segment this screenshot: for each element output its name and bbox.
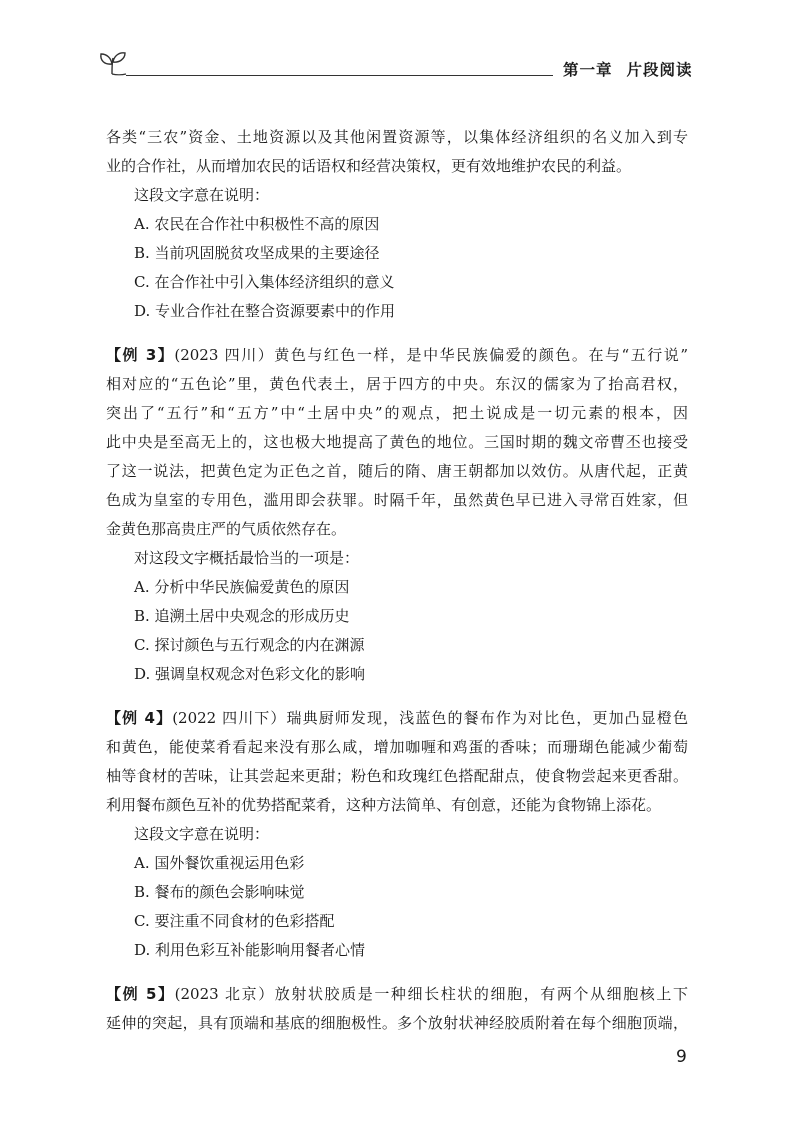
paragraph-line: 业的合作社，从而增加农民的话语权和经营决策权，更有效地维护农民的利益。 [106, 157, 632, 175]
intro-block [106, 123, 688, 326]
option-d: D. 强调皇权观念对色彩文化的影响 [134, 665, 366, 683]
paragraph-line: 相对应的“五色论”里，黄色代表土，居于四方的中央。东汉的儒家为了抬高君权， [106, 375, 688, 393]
option-a: A. 农民在合作社中积极性不高的原因 [134, 215, 380, 233]
option-a: A. 分析中华民族偏爱黄色的原因 [134, 578, 350, 596]
paragraph-line: 突出了“五行”和“五方”中“土居中央”的观点，把土说成是一切元素的根本，因 [106, 404, 688, 422]
section-title: 片段阅读 [626, 61, 693, 79]
option-d: D. 专业合作社在整合资源要素中的作用 [134, 302, 396, 320]
chapter-title [563, 58, 693, 80]
option-d: D. 利用色彩互补能影响用餐者心情 [134, 941, 366, 959]
example-4 [106, 704, 688, 965]
paragraph-line: 此中央是至高无上的，这也极大地提高了黄色的地位。三国时期的魏文帝曹丕也接受 [106, 433, 688, 451]
question-prompt: 这段文字意在说明： [134, 186, 270, 204]
paragraph-line: 了这一说法，把黄色定为正色之首，随后的隋、唐王朝都加以效仿。从唐代起，正黄 [106, 462, 688, 480]
paragraph-line: 【例 4】(2022 四川下）瑞典厨师发现，浅蓝色的餐布作为对比色，更加凸显橙色 [106, 709, 688, 727]
example-tag: 【例 4】 [106, 709, 173, 727]
paragraph-line: 和黄色，能使菜肴看起来没有那么咸，增加咖喱和鸡蛋的香味；而珊瑚色能减少葡萄 [106, 738, 688, 756]
header-rule [126, 75, 553, 76]
option-c: C. 在合作社中引入集体经济组织的意义 [134, 273, 395, 291]
question-prompt: 对这段文字概括最恰当的一项是： [134, 549, 360, 567]
sprout-icon [98, 50, 128, 76]
option-a: A. 国外餐饮重视运用色彩 [134, 854, 305, 872]
example-5 [106, 980, 688, 1038]
paragraph-line: 【例 3】(2023 四川）黄色与红色一样，是中华民族偏爱的颜色。在与“五行说” [106, 346, 688, 364]
option-b: B. 追溯土居中央观念的形成历史 [134, 607, 350, 625]
option-c: C. 探讨颜色与五行观念的内在渊源 [134, 636, 365, 654]
option-b: B. 当前巩固脱贫攻坚成果的主要途径 [134, 244, 380, 262]
paragraph-line: 各类“三农”资金、土地资源以及其他闲置资源等，以集体经济组织的名义加入到专 [106, 128, 688, 146]
paragraph-line: 利用餐布颜色互补的优势搭配菜肴，这种方法简单、有创意，还能为食物锦上添花。 [106, 796, 662, 814]
example-3 [106, 341, 688, 689]
question-prompt: 这段文字意在说明： [134, 825, 270, 843]
option-b: B. 餐布的颜色会影响味觉 [134, 883, 305, 901]
paragraph-line: 色成为皇室的专用色，滥用即会获罪。时隔千年，虽然黄色早已进入寻常百姓家，但 [106, 491, 688, 509]
page-header [0, 0, 800, 100]
option-c: C. 要注重不同食材的色彩搭配 [134, 912, 335, 930]
page-number: 9 [676, 1047, 687, 1067]
page-content [106, 123, 688, 1038]
example-tag: 【例 3】 [106, 346, 175, 364]
paragraph-line: 柚等食材的苦味，让其尝起来更甜；粉色和玫瑰红色搭配甜点，使食物尝起来更香甜。 [106, 767, 688, 785]
chapter-number: 第一章 [563, 61, 613, 79]
paragraph-line: 【例 5】(2023 北京）放射状胶质是一种细长柱状的细胞，有两个从细胞核上下 [106, 985, 688, 1003]
paragraph-line: 金黄色那高贵庄严的气质依然存在。 [106, 520, 347, 538]
paragraph-line: 延伸的突起，具有顶端和基底的细胞极性。多个放射状神经胶质附着在每个细胞顶端， [106, 1014, 688, 1032]
example-tag: 【例 5】 [106, 985, 175, 1003]
